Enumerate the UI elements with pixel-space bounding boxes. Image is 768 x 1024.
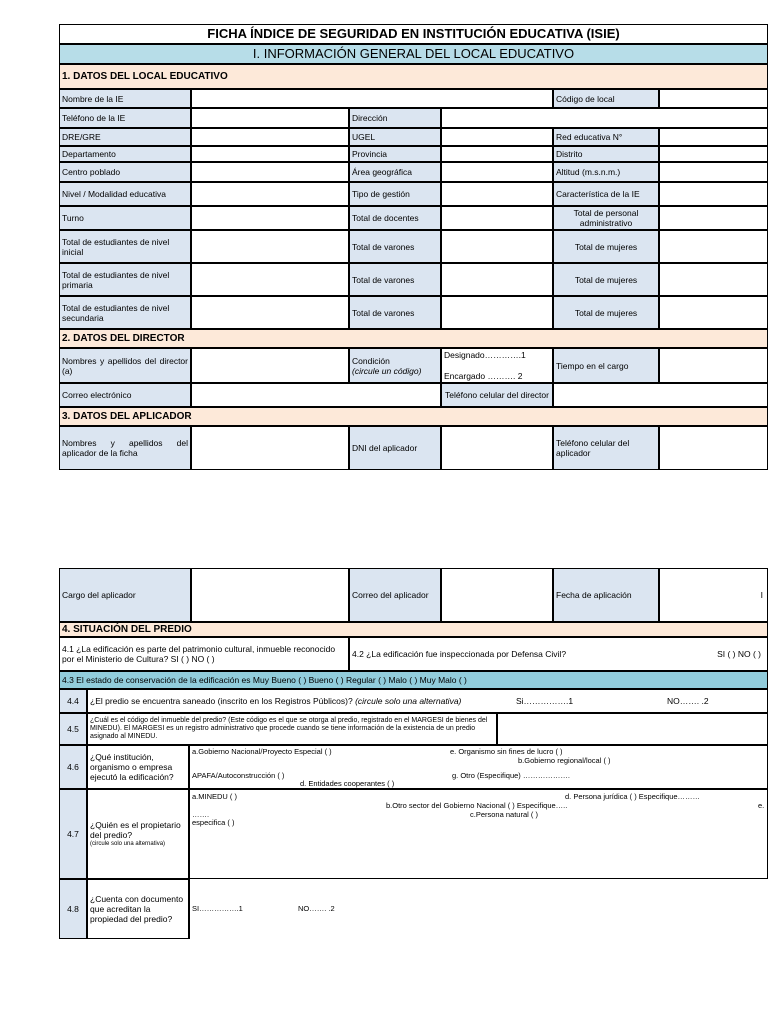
option-4-7-dots: ……. (192, 810, 210, 819)
label-altitud: Altitud (m.s.n.m.) (553, 162, 659, 182)
option-4-7-a[interactable]: a.MINEDU ( ) (192, 792, 237, 801)
label-direccion: Dirección (349, 108, 441, 128)
label-tipo-gestion: Tipo de gestión (349, 182, 441, 206)
option-4-7-b[interactable]: b.Otro sector del Gobierno Nacional ( ) Especifique….. (386, 801, 568, 810)
question-4-7-note: (circule solo una alternativa) (90, 841, 166, 847)
field-varones-secundaria[interactable] (441, 296, 553, 329)
field-correo-aplicador[interactable] (441, 568, 553, 622)
option-4-7-e[interactable]: e. (758, 801, 765, 810)
field-total-docentes[interactable] (441, 206, 553, 230)
field-provincia[interactable] (441, 146, 553, 162)
question-4-4-si[interactable]: Si…………….1 (516, 696, 574, 706)
field-est-secundaria[interactable] (191, 296, 349, 329)
answers-4-8 (189, 879, 768, 939)
field-varones-inicial[interactable] (441, 230, 553, 263)
label-est-primaria: Total de estudiantes de nivel primaria (59, 263, 191, 296)
label-red: Red educativa N° (553, 128, 659, 146)
question-4-2-text: 4.2 ¿La edificación fue inspeccionada por Defensa Civil? (352, 649, 567, 659)
option-4-7-d[interactable]: d. Persona jurídica ( ) Especifique……… (565, 792, 701, 801)
label-dre: DRE/GRE (59, 128, 191, 146)
option-designado[interactable]: Designado………….1 (444, 350, 526, 360)
field-centro-poblado[interactable] (191, 162, 349, 182)
field-mujeres-primaria[interactable] (659, 263, 768, 296)
field-altitud[interactable] (659, 162, 768, 182)
option-encargado[interactable]: Encargado ………. 2 (444, 371, 523, 381)
field-nombre-ie[interactable] (191, 89, 553, 108)
label-nombre-ie: Nombre de la IE (59, 89, 191, 108)
field-mujeres-secundaria[interactable] (659, 296, 768, 329)
question-4-7-text: ¿Quién es el propietario del predio? (90, 820, 181, 840)
field-fecha-aplicacion[interactable] (659, 568, 768, 622)
label-dni-aplicador: DNI del aplicador (349, 426, 441, 470)
label-turno: Turno (59, 206, 191, 230)
label-condicion (349, 348, 441, 383)
field-mujeres-inicial[interactable] (659, 230, 768, 263)
field-direccion[interactable] (441, 108, 768, 128)
field-varones-primaria[interactable] (441, 263, 553, 296)
field-nivel[interactable] (191, 182, 349, 206)
field-dre[interactable] (191, 128, 349, 146)
field-condicion[interactable] (441, 348, 553, 383)
label-codigo-local: Código de local (553, 89, 659, 108)
label-mujeres-secundaria: Total de mujeres (553, 296, 659, 329)
option-4-6-a[interactable]: a.Gobierno Nacional/Proyecto Especial ( ) (192, 747, 332, 756)
label-varones-inicial: Total de varones (349, 230, 441, 263)
section-4-heading: 4. SITUACIÓN DEL PREDIO (59, 622, 768, 637)
label-director-nombres: Nombres y apellidos del director (a) (59, 348, 191, 383)
label-tel-aplicador: Teléfono celular del aplicador (553, 426, 659, 470)
form-title: FICHA ÍNDICE DE SEGURIDAD EN INSTITUCIÓN EDUCATIVA (ISIE) (59, 24, 768, 44)
field-aplicador-nombres[interactable] (191, 426, 349, 470)
question-4-5: ¿Cuál es el código del inmueble del predio? (Este código es el que se otorga al predio, registrado en el MARGESI de bienes del MINEDU). El MARGESI es un registro administrativo que procede cuando se tiene información de la existencia de un predio asignado al MINEDU. (87, 713, 497, 745)
label-mujeres-primaria: Total de mujeres (553, 263, 659, 296)
label-caracteristica: Característica de la IE (553, 182, 659, 206)
option-4-6-b[interactable]: b.Gobierno regional/local ( ) (518, 756, 611, 765)
field-distrito[interactable] (659, 146, 768, 162)
section-1-heading: 1. DATOS DEL LOCAL EDUCATIVO (59, 64, 768, 89)
option-4-8-si[interactable]: SI…………….1 (192, 904, 243, 913)
label-aplicador-nombres: Nombres y apellidos del aplicador de la ficha (59, 426, 191, 470)
label-centro-poblado: Centro poblado (59, 162, 191, 182)
field-correo-director[interactable] (191, 383, 441, 407)
option-4-6-apafa[interactable]: APAFA/Autoconstrucción ( ) (192, 771, 285, 780)
question-4-4-note: (circule solo una alternativa) (355, 696, 462, 706)
label-varones-primaria: Total de varones (349, 263, 441, 296)
option-4-6-e[interactable]: e. Organismo sin fines de lucro ( ) (450, 747, 563, 756)
edge-mark: I (760, 590, 763, 600)
label-area-geografica: Área geográfica (349, 162, 441, 182)
question-4-4 (87, 689, 768, 713)
label-mujeres-inicial: Total de mujeres (553, 230, 659, 263)
label-correo-aplicador: Correo del aplicador (349, 568, 441, 622)
question-4-6: ¿Qué institución, organismo o empresa ejecutó la edificación? (87, 745, 189, 789)
number-4-8: 4.8 (59, 879, 87, 939)
question-4-2 (349, 637, 768, 671)
label-cargo-aplicador: Cargo del aplicador (59, 568, 191, 622)
condicion-text: Condición (352, 355, 390, 366)
section-3-heading: 3. DATOS DEL APLICADOR (59, 407, 768, 426)
field-tel-aplicador[interactable] (659, 426, 768, 470)
field-ugel[interactable] (441, 128, 553, 146)
option-4-7-c[interactable]: c.Persona natural ( ) (470, 810, 538, 819)
label-telefono-ie: Teléfono de la IE (59, 108, 191, 128)
label-fecha-aplicacion: Fecha de aplicación (553, 568, 659, 622)
option-4-6-d[interactable]: d. Entidades cooperantes ( ) (300, 779, 395, 788)
field-tiempo-cargo[interactable] (659, 348, 768, 383)
label-est-secundaria: Total de estudiantes de nivel secundaria (59, 296, 191, 329)
label-tiempo-cargo: Tiempo en el cargo (553, 348, 659, 383)
question-4-3: 4.3 El estado de conservación de la edificación es Muy Bueno ( ) Bueno ( ) Regular ( ) Malo ( ) Muy Malo ( ) (59, 671, 768, 689)
number-4-7: 4.7 (59, 789, 87, 879)
field-tel-director[interactable] (553, 383, 768, 407)
field-caracteristica[interactable] (659, 182, 768, 206)
question-4-8: ¿Cuenta con documento que acreditan la propiedad del predio? (87, 879, 189, 939)
label-provincia: Provincia (349, 146, 441, 162)
label-departamento: Departamento (59, 146, 191, 162)
field-red[interactable] (659, 128, 768, 146)
field-cargo-aplicador[interactable] (191, 568, 349, 622)
field-est-inicial[interactable] (191, 230, 349, 263)
field-area-geografica[interactable] (441, 162, 553, 182)
field-dni-aplicador[interactable] (441, 426, 553, 470)
section-i-title: I. INFORMACIÓN GENERAL DEL LOCAL EDUCATIVO (59, 44, 768, 64)
field-est-primaria[interactable] (191, 263, 349, 296)
option-4-6-g[interactable]: g. Otro (Especifique) ………………. (452, 771, 570, 780)
question-4-4-text: ¿El predio se encuentra saneado (inscrito en los Registros Públicos)? (90, 696, 353, 706)
field-tipo-gestion[interactable] (441, 182, 553, 206)
question-4-7 (87, 789, 189, 879)
label-est-inicial: Total de estudiantes de nivel inicial (59, 230, 191, 263)
label-ugel: UGEL (349, 128, 441, 146)
label-total-personal: Total de personal administrativo (553, 206, 659, 230)
label-tel-director: Teléfono celular del director (441, 383, 553, 407)
question-4-1: 4.1 ¿La edificación es parte del patrimonio cultural, inmueble reconocido por el Ministerio de Cultura? SI ( ) NO ( ) (59, 637, 349, 671)
question-4-4-no[interactable]: NO……. .2 (667, 696, 709, 706)
section-2-heading: 2. DATOS DEL DIRECTOR (59, 329, 768, 348)
question-4-2-options[interactable]: SI ( ) NO ( ) (717, 649, 761, 659)
field-director-nombres[interactable] (191, 348, 349, 383)
answers-4-7 (189, 789, 768, 879)
field-codigo-local[interactable] (659, 89, 768, 108)
option-4-7-especifica[interactable]: especifica ( ) (192, 818, 235, 827)
label-distrito: Distrito (553, 146, 659, 162)
field-codigo-inmueble[interactable] (497, 713, 768, 745)
field-departamento[interactable] (191, 146, 349, 162)
number-4-5: 4.5 (59, 713, 87, 745)
label-correo-director: Correo electrónico (59, 383, 191, 407)
condicion-note: (circule un código) (352, 365, 422, 376)
label-total-docentes: Total de docentes (349, 206, 441, 230)
answers-4-6 (189, 745, 768, 789)
label-nivel: Nivel / Modalidad educativa (59, 182, 191, 206)
number-4-6: 4.6 (59, 745, 87, 789)
field-total-personal[interactable] (659, 206, 768, 230)
field-turno[interactable] (191, 206, 349, 230)
option-4-8-no[interactable]: NO……. .2 (298, 904, 335, 913)
field-telefono-ie[interactable] (191, 108, 349, 128)
number-4-4: 4.4 (59, 689, 87, 713)
label-varones-secundaria: Total de varones (349, 296, 441, 329)
